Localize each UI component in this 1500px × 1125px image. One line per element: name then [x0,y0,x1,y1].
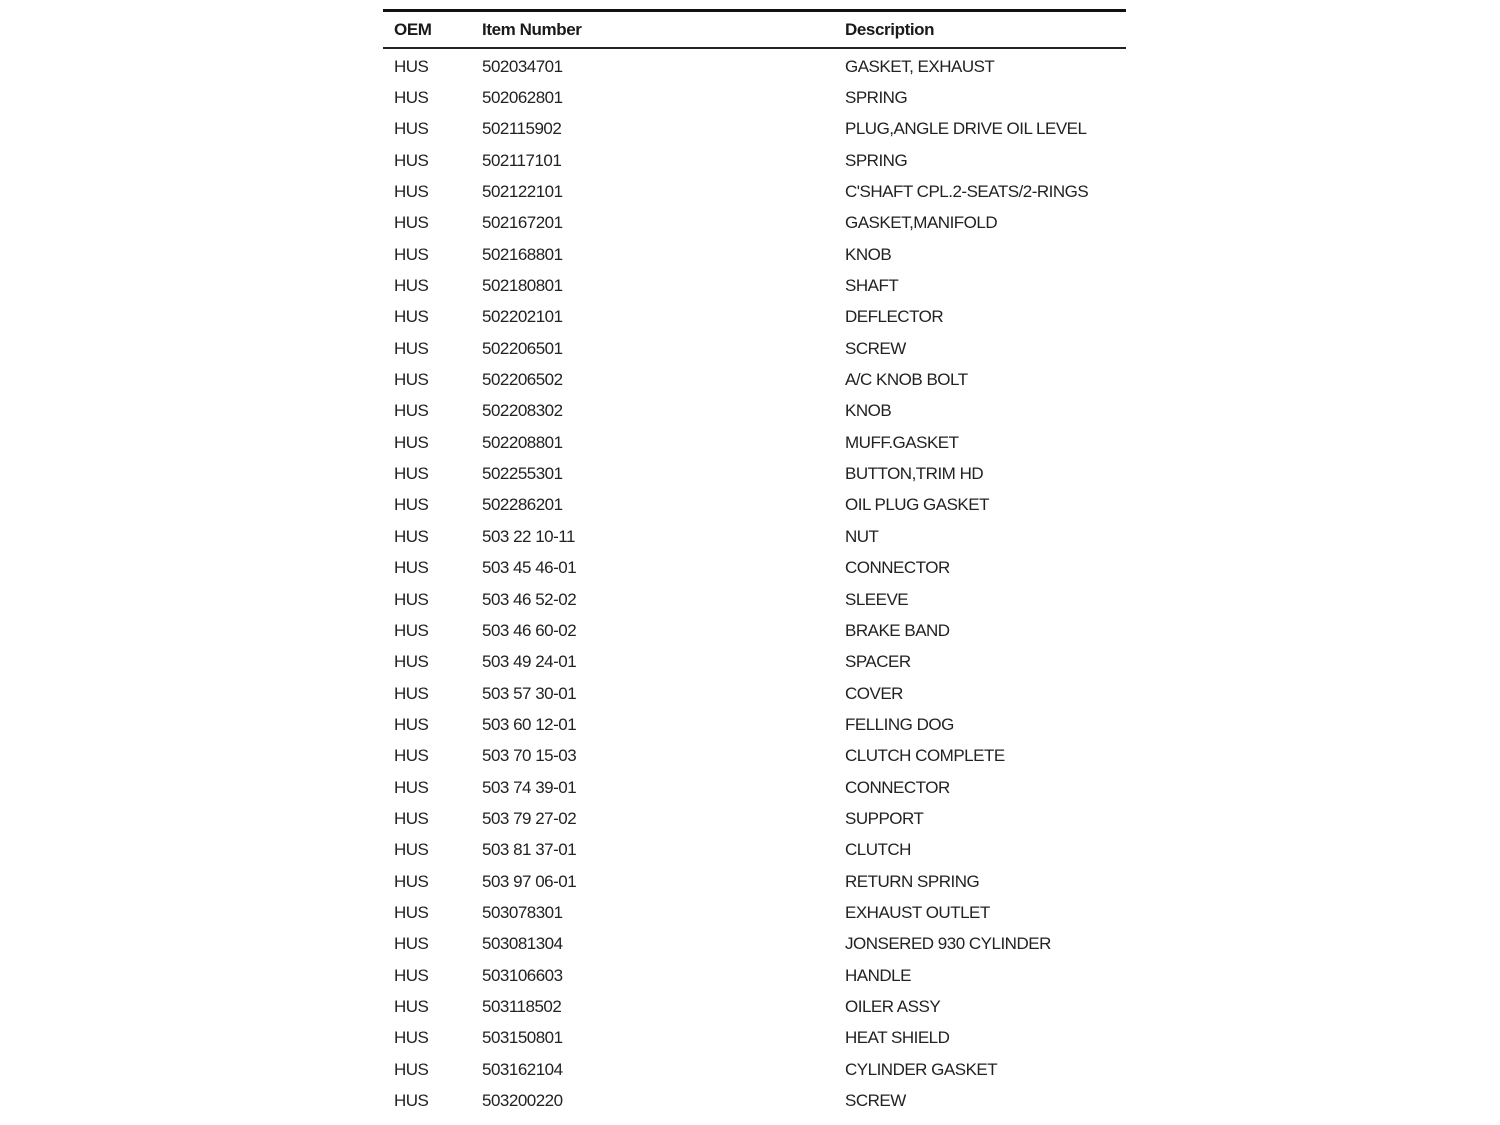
description-cell: KNOB [845,244,892,264]
item-number-cell: 503162104 [482,1059,563,1079]
oem-cell: HUS [394,1059,429,1079]
table-row [383,741,1126,772]
description-cell: DEFLECTOR [845,307,944,327]
description-cell: JONSERED 930 CYLINDER [845,934,1051,954]
table-row [383,709,1126,740]
oem-cell: HUS [394,714,429,734]
table-row [383,270,1126,301]
description-cell: SPRING [845,88,908,108]
item-number-cell: 503 70 15-03 [482,746,577,766]
description-cell: SCREW [845,338,906,358]
oem-cell: HUS [394,589,429,609]
description-cell: COVER [845,683,903,703]
table-row [383,1054,1126,1085]
table-row [383,302,1126,333]
description-cell: OIL PLUG GASKET [845,495,989,515]
oem-cell: HUS [394,401,429,421]
item-number-cell: 502206502 [482,370,563,390]
oem-cell: HUS [394,1091,429,1111]
table-row [383,1085,1126,1116]
description-cell: GASKET, EXHAUST [845,56,995,76]
oem-cell: HUS [394,620,429,640]
table-row [383,553,1126,584]
table-row [383,82,1126,113]
description-cell: CLUTCH COMPLETE [845,746,1005,766]
table-row [383,647,1126,678]
oem-cell: HUS [394,56,429,76]
item-number-cell: 503 46 60-02 [482,620,577,640]
description-cell: OILER ASSY [845,996,941,1016]
description-cell: SLEEVE [845,589,909,609]
description-cell: RETURN SPRING [845,871,980,891]
description-cell: SCREW [845,1091,906,1111]
oem-cell: HUS [394,150,429,170]
item-number-cell: 502034701 [482,56,563,76]
description-cell: KNOB [845,401,892,421]
description-cell: CLUTCH [845,840,911,860]
item-number-cell: 503 97 06-01 [482,871,577,891]
description-cell: HANDLE [845,965,911,985]
description-cell: EXHAUST OUTLET [845,902,990,922]
table-row [383,521,1126,552]
description-cell: FELLING DOG [845,714,954,734]
table-row [383,176,1126,207]
item-number-cell: 503 79 27-02 [482,808,577,828]
table-row [383,772,1126,803]
table-body [383,49,1126,1117]
table-row [383,991,1126,1022]
table-row [383,1023,1126,1054]
oem-cell: HUS [394,495,429,515]
item-number-cell: 502206501 [482,338,563,358]
oem-cell: HUS [394,119,429,139]
item-number-cell: 503 49 24-01 [482,652,577,672]
description-cell: C'SHAFT CPL.2-SEATS/2-RINGS [845,182,1089,202]
oem-cell: HUS [394,307,429,327]
table-row [383,678,1126,709]
oem-cell: HUS [394,683,429,703]
oem-cell: HUS [394,902,429,922]
item-number-cell: 502202101 [482,307,563,327]
table-row [383,396,1126,427]
item-number-cell: 502180801 [482,276,563,296]
item-number-cell: 503 81 37-01 [482,840,577,860]
item-number-cell: 502167201 [482,213,563,233]
item-number-cell: 503 45 46-01 [482,558,577,578]
description-cell: CONNECTOR [845,558,950,578]
oem-cell: HUS [394,432,429,452]
item-number-cell: 503 57 30-01 [482,683,577,703]
parts-table [383,9,1126,1117]
item-number-cell: 502208302 [482,401,563,421]
description-cell: MUFF.GASKET [845,432,959,452]
item-number-cell: 502208801 [482,432,563,452]
table-row [383,897,1126,928]
table-row [383,145,1126,176]
table-row [383,114,1126,145]
table-row [383,239,1126,270]
table-row [383,803,1126,834]
table-row [383,835,1126,866]
table-row [383,584,1126,615]
description-cell: PLUG,ANGLE DRIVE OIL LEVEL [845,119,1087,139]
table-row [383,427,1126,458]
oem-cell: HUS [394,840,429,860]
item-number-cell: 502117101 [482,150,562,170]
description-cell: CONNECTOR [845,777,950,797]
item-number-cell: 503 60 12-01 [482,714,577,734]
item-number-cell: 502062801 [482,88,563,108]
description-cell: A/C KNOB BOLT [845,370,968,390]
description-cell: CYLINDER GASKET [845,1059,998,1079]
item-number-cell: 502122101 [482,182,563,202]
oem-cell: HUS [394,746,429,766]
oem-cell: HUS [394,182,429,202]
description-cell: HEAT SHIELD [845,1028,950,1048]
item-number-cell: 502115902 [482,119,562,139]
oem-cell: HUS [394,1028,429,1048]
item-number-cell: 503081304 [482,934,563,954]
item-number-cell: 503 22 10-11 [482,526,575,546]
description-cell: SHAFT [845,276,899,296]
item-number-cell: 503106603 [482,965,563,985]
oem-cell: HUS [394,996,429,1016]
oem-cell: HUS [394,338,429,358]
header-oem: OEM [394,19,432,39]
oem-cell: HUS [394,244,429,264]
oem-cell: HUS [394,777,429,797]
oem-cell: HUS [394,808,429,828]
table-row [383,960,1126,991]
item-number-cell: 502168801 [482,244,563,264]
oem-cell: HUS [394,88,429,108]
oem-cell: HUS [394,526,429,546]
description-cell: NUT [845,526,879,546]
table-row [383,458,1126,489]
description-cell: GASKET,MANIFOLD [845,213,998,233]
table-row [383,615,1126,646]
table-row [383,333,1126,364]
oem-cell: HUS [394,652,429,672]
description-cell: BUTTON,TRIM HD [845,464,984,484]
item-number-cell: 503150801 [482,1028,563,1048]
oem-cell: HUS [394,965,429,985]
table-row [383,929,1126,960]
oem-cell: HUS [394,276,429,296]
item-number-cell: 503078301 [482,902,563,922]
item-number-cell: 503200220 [482,1091,563,1111]
description-cell: BRAKE BAND [845,620,950,640]
item-number-cell: 503 46 52-02 [482,589,577,609]
description-cell: SUPPORT [845,808,924,828]
oem-cell: HUS [394,370,429,390]
oem-cell: HUS [394,213,429,233]
description-cell: SPACER [845,652,911,672]
item-number-cell: 502286201 [482,495,563,515]
item-number-cell: 503118502 [482,996,562,1016]
table-row [383,208,1126,239]
table-row [383,364,1126,395]
table-header [383,12,1126,47]
oem-cell: HUS [394,871,429,891]
table-row [383,490,1126,521]
header-description: Description [845,19,935,39]
oem-cell: HUS [394,464,429,484]
item-number-cell: 502255301 [482,464,563,484]
description-cell: SPRING [845,150,908,170]
table-row [383,51,1126,82]
oem-cell: HUS [394,934,429,954]
table-row [383,866,1126,897]
oem-cell: HUS [394,558,429,578]
item-number-cell: 503 74 39-01 [482,777,577,797]
header-item-number: Item Number [482,19,582,39]
